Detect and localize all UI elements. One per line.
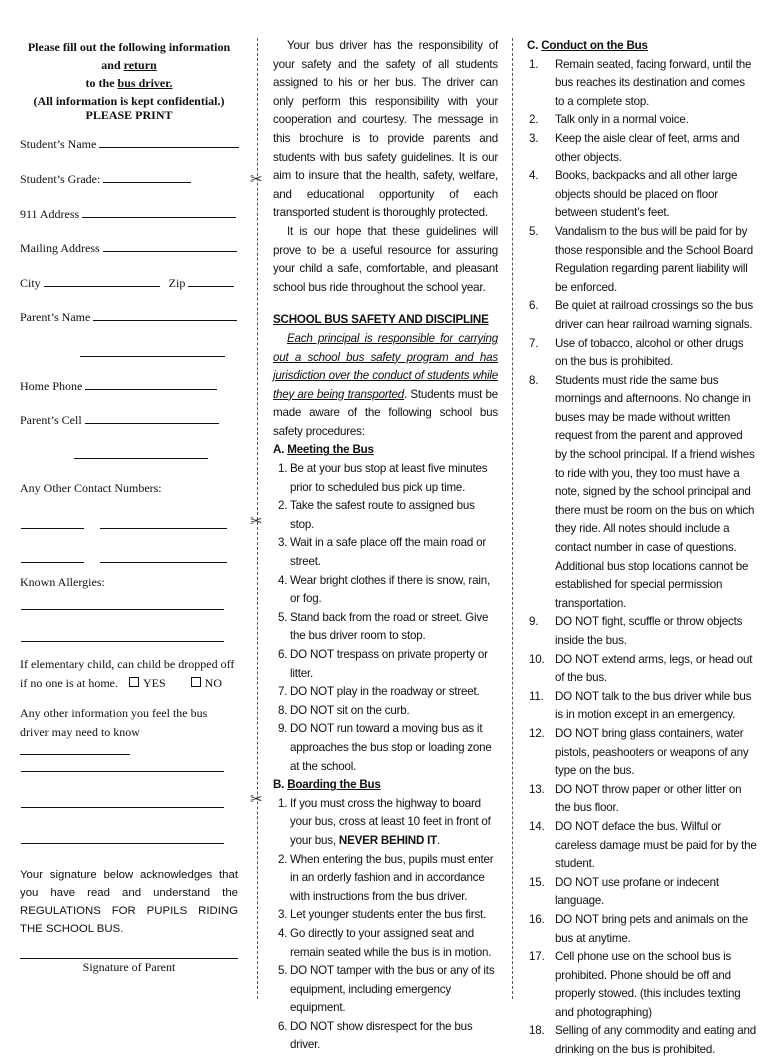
intro-paragraph-1: Your bus driver has the responsibility of your safety and the safety of all students assigned to his or her bus. The driver can only perform this responsibility with your cooperation and courtesy. The message in this brochure is to provide parents and students with bus safety guidelines. It is our aim to insure that the health, safety, welfare, and educational opportunity of each transported student is thoroughly protected. — [273, 39, 498, 220]
lead-rest: . Students must be made aware of the following school bus safety procedures: — [273, 387, 498, 438]
intro-paragraph-2: It is our hope that these guidelines will prove to be a useful resource for assuring your child a safe, comfortable, and pleasant school bus ride throughout the school year. — [273, 224, 498, 294]
list-item: 2. Take the safest route to assigned bus stop. — [278, 499, 475, 531]
list-item: 5. Vandalism to the bus will be paid for by those responsible and the School Board Regulation regarding parent liability will be enforced. — [529, 224, 754, 294]
other-number-line[interactable] — [21, 527, 84, 529]
student-grade-field[interactable] — [20, 171, 191, 187]
list-item: 1. Remain seated, facing forward, until the bus reaches its destination and comes to a complete stop. — [529, 57, 752, 108]
city-zip-field[interactable] — [20, 275, 234, 291]
list-item: 3. Let younger students enter the bus first. — [278, 908, 487, 922]
signature-label: Signature of Parent — [82, 960, 176, 974]
list-item: 13. DO NOT throw paper or other litter on the bus floor. — [529, 782, 742, 815]
list-item: 3. Keep the aisle clear of feet, arms and other objects. — [529, 131, 740, 164]
list-item: 16. DO NOT bring pets and animals on the bus at anytime. — [529, 912, 749, 945]
other-info-line[interactable] — [21, 806, 224, 808]
list-item: 15. DO NOT use profane or indecent language. — [529, 875, 719, 908]
list-item: 9. DO NOT fight, scuffle or throw objects inside the bus. — [529, 615, 743, 647]
other-info-label: Any other information you feel the bus driver may need to know — [20, 706, 208, 739]
other-info-field[interactable] — [20, 704, 238, 761]
parent-cell-field[interactable] — [20, 412, 219, 428]
parent-name-line2[interactable] — [80, 355, 225, 357]
allergies-line[interactable] — [21, 640, 224, 642]
cut-line — [512, 38, 513, 999]
conduct-list — [527, 56, 757, 1060]
list-item: 6. DO NOT trespass on private property or litter. — [278, 648, 488, 680]
safety-lead — [273, 330, 498, 442]
list-item: 8. DO NOT sit on the curb. — [278, 703, 410, 717]
list-item: 7. Use of tobacco, alcohol or other drugs on the bus is prohibited. — [529, 336, 744, 369]
list-item: 12. DO NOT bring glass containers, water pistols, peashooters or weapons of any type on the bus. — [529, 726, 749, 778]
list-item: 9. DO NOT run toward a moving bus as it approaches the bus stop or loading zone at the school. — [278, 722, 492, 773]
list-item: 17. Cell phone use on the school bus is prohibited. Phone should be off and properly stowed. (this includes texting and photographing) — [529, 950, 741, 1019]
parent-cell-label: Parent’s Cell — [20, 413, 82, 427]
signature-line[interactable] — [20, 958, 238, 959]
other-info-line[interactable] — [21, 842, 224, 844]
list-item: 4. Go directly to your assigned seat and remain seated while the bus is in motion. — [278, 926, 492, 959]
mailing-address-field[interactable] — [20, 240, 237, 256]
list-item: 7. DO NOT play in the roadway or street. — [278, 685, 480, 699]
section-c-title: C. Conduct on the Bus — [527, 39, 648, 52]
no-label: NO — [204, 676, 222, 690]
other-numbers-label: Any Other Contact Numbers: — [20, 481, 162, 495]
yes-checkbox[interactable] — [129, 677, 139, 687]
lead-italic: Each principal is responsible for carrying out a school bus safety program and has jurisdiction over the conduct of students while they are being transported — [273, 331, 498, 401]
meeting-bus-list — [273, 460, 498, 776]
other-info-line[interactable] — [21, 770, 224, 772]
address-911-label: 911 Address — [20, 207, 80, 221]
city-label: City — [20, 276, 41, 290]
parent-name-field[interactable] — [20, 309, 237, 325]
list-item: 3. Wait in a safe place off the main road or street. — [278, 536, 487, 569]
list-item: 1. Be at your bus stop at least five minutes prior to scheduled bus pick up time. — [278, 462, 488, 494]
scissors-icon: ✂ — [250, 791, 263, 808]
scissors-icon: ✂ — [250, 171, 263, 188]
section-a-title: A. Meeting the Bus — [273, 443, 374, 457]
list-item: 5. DO NOT tamper with the bus or any of its equipment, including emergency equipment. — [278, 964, 495, 1015]
header-line2: to the — [85, 76, 118, 90]
address-911-field[interactable] — [20, 206, 236, 222]
parent-cell-line2[interactable] — [74, 457, 208, 459]
boarding-bus-title: Boarding the Bus — [287, 778, 381, 792]
list-item: 5. Stand back from the road or street. Give the bus driver room to stop. — [278, 610, 489, 643]
student-grade-label: Student’s Grade: — [20, 172, 101, 186]
other-number-line[interactable] — [100, 561, 227, 563]
student-name-label: Student’s Name — [20, 137, 97, 151]
parent-name-label: Parent’s Name — [20, 310, 91, 324]
no-checkbox[interactable] — [191, 677, 201, 687]
allergies-label: Known Allergies: — [20, 575, 105, 589]
mailing-address-label: Mailing Address — [20, 241, 100, 255]
safety-title: SCHOOL BUS SAFETY AND DISCIPLINE — [273, 313, 489, 327]
please-print: PLEASE PRINT — [85, 108, 173, 122]
header-bus-driver: bus driver. — [117, 76, 173, 90]
section-b-title: B. Boarding the Bus — [273, 778, 381, 792]
dropoff-text: If elementary child, can child be dropped off if no one is at home. — [20, 657, 235, 690]
conduct-title: Conduct on the Bus — [541, 39, 648, 52]
list-item: 2. Talk only in a normal voice. — [529, 113, 689, 127]
meeting-bus-title: Meeting the Bus — [287, 443, 374, 457]
list-item: 18. Selling of any commodity and eating and drinking on the bus is prohibited. — [529, 1024, 757, 1057]
list-item: 1. If you must cross the highway to board your bus, cross at least 10 feet in front of your bus, NEVER BEHIND IT. — [278, 796, 491, 847]
list-item: 6. Be quiet at railroad crossings so the bus driver can hear railroad warning signals. — [529, 299, 754, 331]
other-number-line[interactable] — [100, 527, 227, 529]
home-phone-label: Home Phone — [20, 379, 83, 393]
signature-acknowledgement: Your signature below acknowledges that you have read and understand the REGULATIONS FOR PUPILS RIDING THE SCHOOL BUS. — [20, 869, 238, 935]
student-name-field[interactable] — [20, 136, 239, 152]
header-line1: Please fill out the following information and — [27, 40, 231, 72]
list-item: 6. DO NOT show disrespect for the bus driver. — [278, 1019, 473, 1052]
other-number-line[interactable] — [21, 561, 84, 563]
boarding-bus-list — [273, 795, 498, 1055]
header-confidential: (All information is kept confidential.) — [33, 94, 225, 108]
home-phone-field[interactable] — [20, 378, 217, 394]
safety-column — [273, 37, 498, 1055]
scissors-icon: ✂ — [250, 513, 263, 530]
form-header — [20, 38, 238, 110]
header-return: return — [123, 58, 157, 72]
list-item: 10. DO NOT extend arms, legs, or head out of the bus. — [529, 652, 753, 685]
yes-label: YES — [142, 676, 166, 690]
list-item: 8. Students must ride the same bus mornings and afternoons. No change in buses may be made without written request from the parent and approved by the school principal. If a friend wishes to ride with you, they too must have a note, signed by the school principal and there must be room on the bus on which they ride. All notes should include a contact number in case of questions. Additional bus stop locations cannot be established for special permission transportation. — [529, 373, 755, 610]
list-item: 2. When entering the bus, pupils must enter in an orderly fashion and in accordance with instructions from the bus driver. — [278, 852, 494, 903]
allergies-line[interactable] — [21, 608, 224, 610]
list-item: 4. Books, backpacks and all other large objects should be placed on floor between student’s feet. — [529, 169, 738, 220]
list-item: 11. DO NOT talk to the bus driver while bus is in motion except in an emergency. — [529, 689, 752, 722]
list-item: 14. DO NOT deface the bus. Wilful or careless damage must be paid for by the student. — [529, 819, 757, 871]
zip-label: Zip — [168, 276, 186, 290]
conduct-column — [527, 37, 757, 1060]
dropoff-question — [20, 655, 238, 693]
list-item: 4. Wear bright clothes if there is snow, rain, or fog. — [278, 573, 490, 606]
